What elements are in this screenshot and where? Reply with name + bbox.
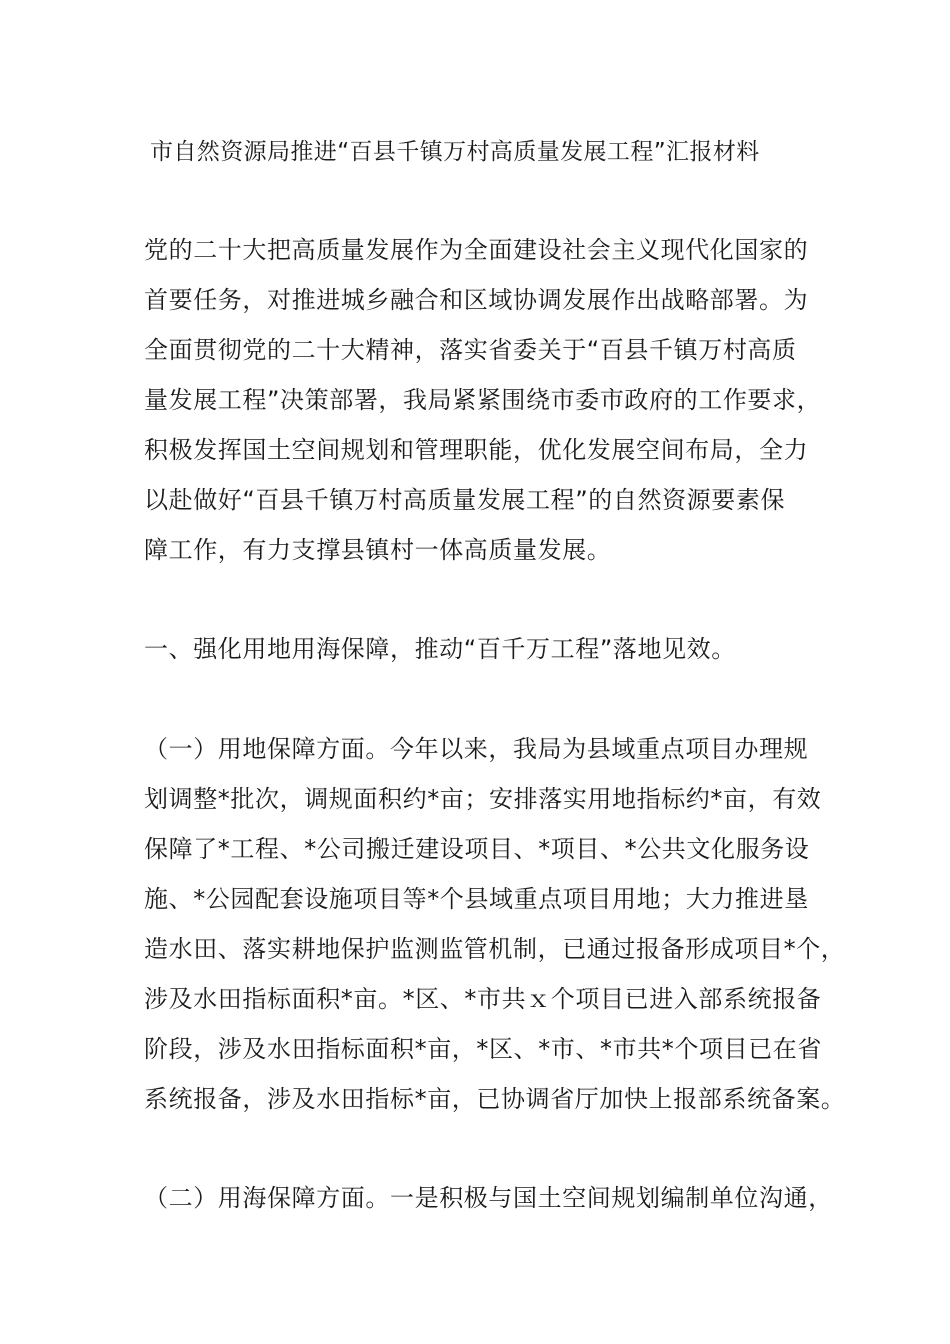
paragraph-line: 系统报备，涉及水田指标*亩，已协调省厅加快上报部系统备案。 (144, 1085, 846, 1113)
intro-line: 全面贯彻党的二十大精神，落实省委关于“百县千镇万村高质 (144, 336, 797, 364)
intro-line: 以赴做好“百县千镇万村高质量发展工程”的自然资源要素保 (144, 486, 786, 514)
paragraph-line: （一）用地保障方面。今年以来，我局为县域重点项目办理规 (144, 735, 809, 763)
paragraph-line: 施、*公园配套设施项目等*个县域重点项目用地；大力推进垦 (144, 885, 809, 913)
intro-line: 党的二十大把高质量发展作为全面建设社会主义现代化国家的 (144, 236, 809, 264)
intro-line: 首要任务，对推进城乡融合和区域协调发展作出战略部署。为 (144, 286, 809, 314)
paragraph-line: 阶段，涉及水田指标面积*亩，*区、*市、*市共*个项目已在省 (144, 1035, 822, 1063)
intro-line: 障工作，有力支撑县镇村一体高质量发展。 (144, 536, 612, 564)
paragraph-line: （二）用海保障方面。一是积极与国土空间规划编制单位沟通， (144, 1184, 833, 1212)
paragraph-line: 保障了*工程、*公司搬迁建设项目、*项目、*公共文化服务设 (144, 835, 810, 863)
intro-line: 积极发挥国土空间规划和管理职能，优化发展空间布局，全力 (144, 436, 809, 464)
paragraph-line: 造水田、落实耕地保护监测监管机制，已通过报备形成项目*个， (144, 935, 846, 963)
paragraph-line: 划调整*批次，调规面积约*亩；安排落实用地指标约*亩，有效 (144, 785, 822, 813)
document-title: 市自然资源局推进“百县千镇万村高质量发展工程”汇报材料 (150, 139, 760, 165)
intro-line: 量发展工程”决策部署，我局紧紧围绕市委市政府的工作要求， (144, 386, 822, 414)
paragraph-line: 涉及水田指标面积*亩。*区、*市共ｘ个项目已进入部系统报备 (144, 985, 822, 1013)
section-heading: 一、强化用地用海保障，推动“百千万工程”落地见效。 (144, 635, 736, 663)
